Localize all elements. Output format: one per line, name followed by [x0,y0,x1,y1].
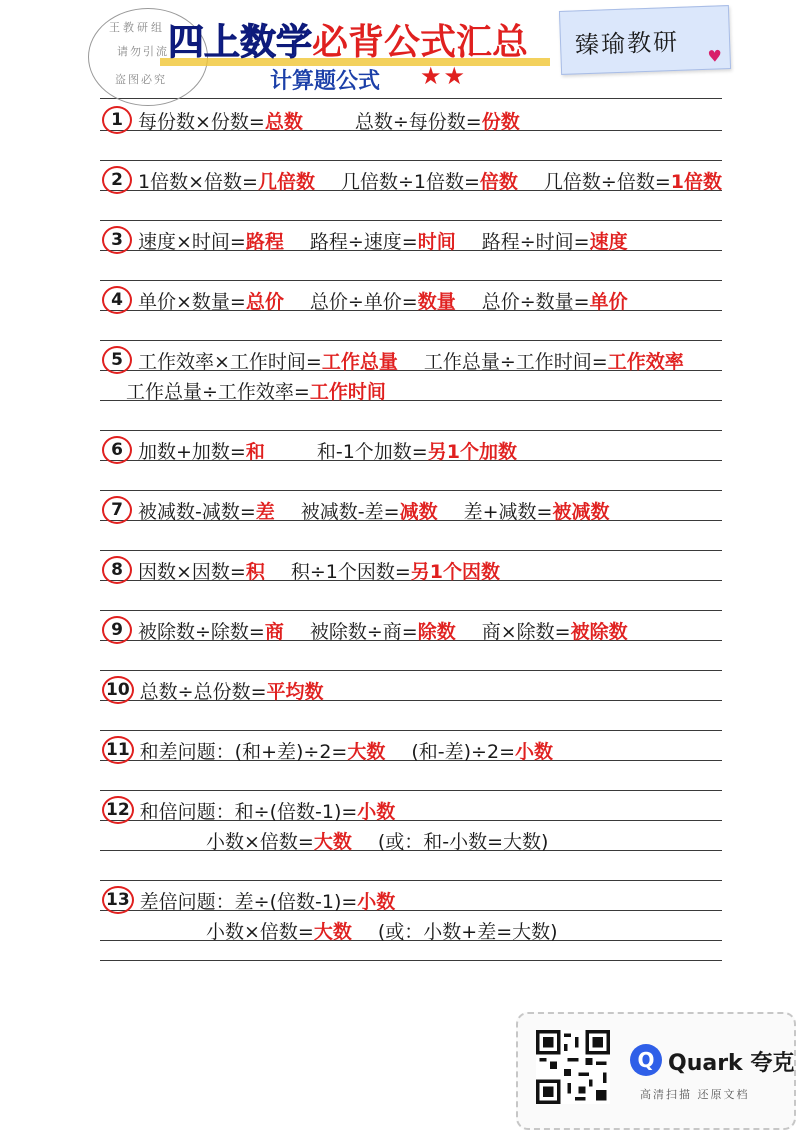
formula-13 [102,880,395,914]
formula-11 [102,730,553,764]
ruled-line [100,98,722,99]
formula-answer: 和 [245,441,265,463]
formula-9 [102,610,628,644]
formula-text: 和差问题：(和+差)÷2= [139,741,348,763]
formula-8 [102,550,500,584]
formula-text: 被除数÷除数= [138,621,265,643]
formula-3 [102,220,628,254]
formula-number: 1 [102,106,132,134]
formula-answer: 另1个因数 [410,561,501,583]
sticky-note-text: 臻瑜教研 [574,27,680,60]
formula-text: 被减数-差= [300,501,400,523]
formula-number: 13 [102,886,134,914]
formula-1 [102,100,520,134]
heart-icon: ♥ [707,46,723,66]
title-blue: 四上数学 [168,21,313,63]
formula-text: 总价÷单价= [309,291,418,313]
formula-answer: 小数 [357,891,396,913]
formula-text: 小数×倍数= [206,921,314,943]
formula-answer: 减数 [399,501,438,523]
formula-text: 工作效率×工作时间= [138,351,322,373]
formula-text: 速度×时间= [138,231,246,253]
formula-text: 单价×数量= [138,291,246,313]
formula-answer: 份数 [481,111,520,133]
formula-answer: 速度 [589,231,628,253]
formula-6 [102,430,517,464]
section-subtitle: 计算题公式 [270,69,381,94]
formula-text: 和-1个加数= [316,441,428,463]
formula-answer: 工作效率 [607,351,684,373]
formula-text: 积÷1个因数= [290,561,411,583]
formula-text: 1倍数×倍数= [138,171,258,193]
sticky-note [559,5,731,75]
formula-13-line2 [102,910,558,944]
formula-answer: 1倍数 [670,171,722,193]
formula-answer: 总数 [264,111,303,133]
quark-logo-icon: Q [630,1044,662,1076]
formula-4 [102,280,628,314]
formula-12 [102,790,395,824]
formula-5-line2 [102,370,386,404]
formula-answer: 平均数 [266,681,324,703]
formula-note: (或：小数+差=大数) [377,921,558,943]
formula-number: 7 [102,496,132,524]
watermark-line2: 请勿引流 [117,45,169,58]
formula-12-line2 [102,820,548,854]
formula-text: 路程÷速度= [309,231,418,253]
formula-text: 工作总量÷工作效率= [126,381,310,403]
star-rating: ★★ [420,62,468,90]
watermark-line1: 王教研组 [109,21,165,34]
formula-answer: 小数 [357,801,396,823]
quark-tagline: 高清扫描 还原文档 [640,1088,750,1101]
formula-answer: 工作总量 [321,351,398,373]
formula-number: 9 [102,616,132,644]
formula-text: 总数÷总份数= [139,681,267,703]
formula-number: 2 [102,166,132,194]
formula-answer: 大数 [313,831,352,853]
formula-7 [102,490,609,524]
formula-text: 总数÷每份数= [354,111,482,133]
page-title [168,14,528,65]
formula-text: 和倍问题：和÷(倍数-1)= [139,801,358,823]
formula-answer: 路程 [245,231,284,253]
formula-answer: 积 [245,561,265,583]
formula-answer: 倍数 [479,171,518,193]
formula-text: 差+减数= [463,501,553,523]
formula-number: 6 [102,436,132,464]
formula-number: 4 [102,286,132,314]
formula-5 [102,340,684,374]
quark-brand-name: Quark 夸克 [668,1051,795,1076]
formula-answer: 商 [264,621,284,643]
qr-code-icon [536,1030,610,1104]
formula-text: 商×除数= [481,621,571,643]
formula-number: 12 [102,796,134,824]
formula-number: 10 [102,676,134,704]
ruled-line [100,960,722,961]
formula-answer: 被减数 [552,501,610,523]
formula-text: 路程÷时间= [481,231,590,253]
formula-text: 几倍数÷倍数= [543,171,671,193]
formula-answer: 数量 [417,291,456,313]
formula-answer: 时间 [417,231,456,253]
formula-text: 工作总量÷工作时间= [423,351,608,373]
formula-note: (或：和-小数=大数) [377,831,549,853]
formula-text: 小数×倍数= [206,831,314,853]
formula-answer: 除数 [417,621,456,643]
title-red: 必背公式汇总 [312,21,529,63]
formula-text: 几倍数÷1倍数= [340,171,480,193]
formula-answer: 大数 [347,741,386,763]
formula-number: 8 [102,556,132,584]
formula-text: (和-差)÷2= [411,741,515,763]
formula-text: 加数+加数= [138,441,246,463]
watermark-line3: 盗图必究 [115,73,167,86]
formula-answer: 总价 [245,291,284,313]
formula-answer: 差 [255,501,275,523]
formula-text: 差倍问题：差÷(倍数-1)= [139,891,358,913]
formula-answer: 小数 [515,741,554,763]
formula-number: 3 [102,226,132,254]
formula-number: 5 [102,346,132,374]
formula-answer: 大数 [313,921,352,943]
formula-text: 每份数×份数= [138,111,265,133]
formula-2 [102,160,722,194]
formula-text: 被除数÷商= [309,621,418,643]
formula-answer: 被除数 [570,621,628,643]
formula-answer: 单价 [589,291,628,313]
formula-answer: 工作时间 [309,381,386,403]
formula-10 [102,670,324,704]
formula-answer: 另1个加数 [427,441,517,463]
formula-number: 11 [102,736,134,764]
formula-text: 总价÷数量= [481,291,590,313]
formula-text: 因数×因数= [138,561,246,583]
formula-answer: 几倍数 [257,171,315,193]
formula-text: 被减数-减数= [138,501,256,523]
